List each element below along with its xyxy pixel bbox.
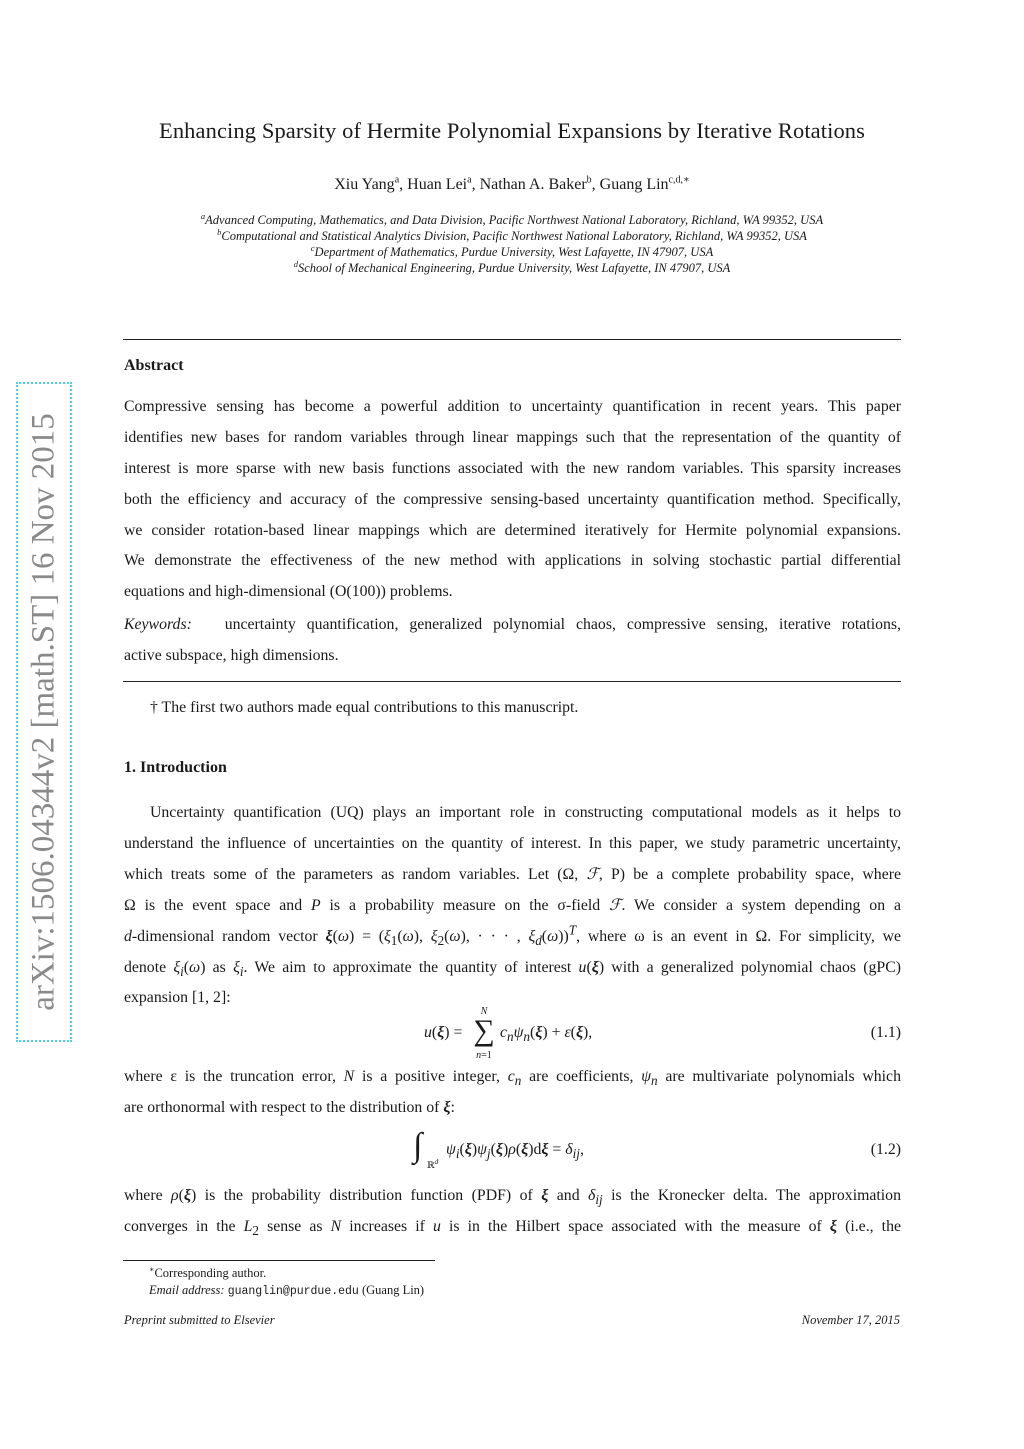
author-name: Nathan A. Baker [479,176,587,193]
affiliation-text: School of Mechanical Engineering, Purdue University, West Lafayette, IN 47907, USA [297,261,731,275]
affiliation-sup: d [293,258,298,269]
text-run: sense as [258,1218,331,1235]
body-line: converges in the $L_2$ sense as N increases if u is in the Hilbert space associated with the measure of ξ (i.e., the [124,1218,901,1239]
author-sup: a [467,174,472,186]
text-run: which treats some of the parameters as random variables. Let (Ω, [124,866,587,883]
text-run: is the probability distribution function (PDF) of [196,1187,542,1204]
abstract-line: identifies new bases for random variables through linear mappings such that the representation of the quantity of [124,429,901,446]
author-list: Xiu Yang$^a$, Huan Lei$^a$, Nathan A. Baker$^b$, Guang Lin$^{c,d,∗}$ [334,174,690,193]
abstract-line: equations and high-dimensional (O(100)) problems. [124,583,453,600]
footnote-text: Corresponding author. [154,1266,267,1280]
affiliation-text: Department of Mathematics, Purdue University, West Lafayette, IN 47907, USA [314,245,714,259]
arxiv-stamp-text: arXiv:1506.04344v2 [math.ST] 16 Nov 2015 [25,413,62,1011]
equal-contribution-note: † The first two authors made equal contributions to this manuscript. [150,699,579,716]
author-name: Xiu Yang [334,176,395,193]
affiliation-sup: b [217,226,222,237]
footnote-rule [123,1260,435,1261]
text-run: increases if [341,1218,433,1235]
text-run: are multivariate polynomials which [657,1068,901,1085]
divider [123,681,901,682]
affiliation [0,258,1024,276]
abstract-line: we consider rotation-based linear mappings which are determined iteratively for Hermite polynomial expansions. [124,522,901,539]
affiliation [0,226,1024,244]
text-run: and [548,1187,589,1204]
text-run: are orthonormal with respect to the distribution of [124,1099,444,1116]
affiliation-text: Advanced Computing, Mathematics, and Data Division, Pacific Northwest National Laboratory, Richland, WA 99352, USA [205,213,824,227]
text-run: , where ω is an event in Ω. For simplicity, we [576,928,901,945]
section-heading: 1. Introduction [124,759,227,776]
body-line: where ρ(ξ) is the probability distribution function (PDF) of ξ and $\delta_{ij}$ is the Kronecker delta. The approximation [124,1187,901,1208]
arxiv-stamp [16,382,72,1042]
divider [123,339,901,340]
footer-date: November 17, 2015 [801,1313,900,1327]
affiliation-sup: a [200,210,206,221]
body-line: denote $\xi_i(\omega)$ as $\xi_i$. We aim to approximate the quantity of interest u(ξ) with a generalized polynomial chaos (gPC) [124,959,901,980]
author-name: Huan Lei [407,176,468,193]
body-line: where ε is the truncation error, N is a positive integer, $c_n$ are coefficients, $\psi_n$ are multivariate polynomials which [124,1068,901,1089]
text-run: Ω is the event space and [124,897,311,914]
text-run: are coefficients, [521,1068,642,1085]
abstract-heading: Abstract [124,357,184,374]
text-run: (i.e., the [837,1218,901,1235]
keywords-text: uncertainty quantification, generalized polynomial chaos, compressive sensing, iterative rotations, [224,616,901,633]
text-run: -dimensional random vector [131,928,326,945]
text-run: denote [124,959,174,976]
author-name: Guang Lin [599,176,669,193]
footnote-corresponding: ∗Corresponding author. [149,1264,267,1280]
text-run: is the Kronecker delta. The approximation [602,1187,901,1204]
footnote-email [149,1283,424,1298]
body-line: expansion [1, 2]: [124,989,231,1006]
text-run: . We aim to approximate the quantity of interest [243,959,579,976]
text-run: , P) be a complete probability space, where [598,866,901,883]
text-run: . We consider a system depending on a [621,897,901,914]
equation-number: (1.2) [870,1141,901,1158]
abstract-line: Compressive sensing has become a powerful addition to uncertainty quantification in recent years. This paper [124,398,901,415]
email-name: (Guang Lin) [361,1283,425,1297]
abstract-line: interest is more sparse with new basis functions associated with the new random variables. This sparsity increases [124,460,901,477]
text-run: where ε is the truncation error, [124,1068,344,1085]
author-sup: c,d,∗ [668,174,690,186]
body-line: d-dimensional random vector $\xi(\omega) = (\xi_1(\omega)$, $\xi_2(\omega)$, · · · , $\xi_d(\omega))^T$, where ω is an event in Ω. For simplicity, we [124,922,901,949]
affiliation-text: Computational and Statistical Analytics Division, Pacific Northwest National Laboratory, Richland, WA 99352, USA [221,229,807,243]
abstract-line: We demonstrate the effectiveness of the new method with applications in solving stochastic partial differential [124,552,901,569]
text-run: is in the Hilbert space associated with the measure of [440,1218,830,1235]
body-line: which treats some of the parameters as random variables. Let (Ω, ℱ, P) be a complete probability space, where [124,866,901,883]
affiliation [0,210,1024,228]
keywords-line [124,614,901,636]
footer-preprint: Preprint submitted to Elsevier [124,1313,275,1327]
author-sup: a [394,174,400,186]
affiliation [0,242,1024,260]
text-run: is a positive integer, [354,1068,508,1085]
body-line: Ω is the event space and P is a probability measure on the σ-field ℱ. We consider a system depending on a [124,897,901,914]
keywords-line: active subspace, high dimensions. [124,647,339,664]
text-run: where [124,1187,172,1204]
abstract-line: both the efficiency and accuracy of the compressive sensing-based uncertainty quantification method. Specifically, [124,491,901,508]
affiliation-sup: c [310,242,315,253]
email-label: Email address: [149,1283,225,1297]
author-sup: b [586,174,592,186]
keywords-label: Keywords: [124,616,192,633]
text-run: is a probability measure on the σ-field [320,897,610,914]
body-line: understand the influence of uncertainties on the quantity of interest. In this paper, we study parametric uncertainty, [124,835,901,852]
equation-number: (1.1) [870,1024,901,1041]
body-line: Uncertainty quantification (UQ) plays an important role in constructing computational models as it helps to [150,804,901,821]
text-run: converges in the [124,1218,244,1235]
email-link[interactable]: guanglin@purdue.edu [227,1285,359,1298]
body-line: are orthonormal with respect to the distribution of ξ: [124,1099,455,1116]
paper-title: Enhancing Sparsity of Hermite Polynomial Expansions by Iterative Rotations [158,118,866,143]
text-run: with a generalized polynomial chaos (gPC) [604,959,901,976]
